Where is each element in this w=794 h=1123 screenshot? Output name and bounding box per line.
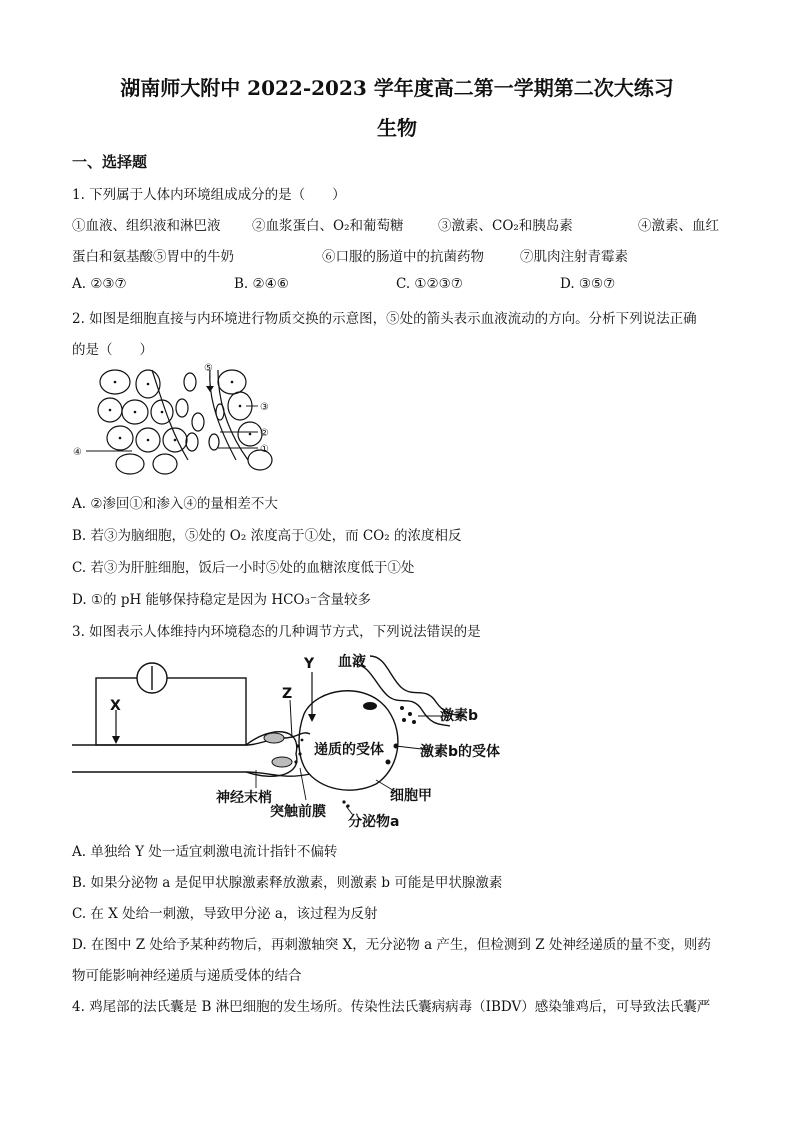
q2-stem: 2. 如图是细胞直接与内环境进行物质交换的示意图，⑤处的箭头表示血液流动的方向。分析下列说法正确 (72, 311, 697, 327)
q1-item: ⑥口服的肠道中的抗菌药物 (322, 249, 484, 265)
q1-item: ②血浆蛋白、O₂和葡萄糖 (252, 218, 404, 234)
label-cell-a: 细胞甲 (390, 788, 432, 804)
label-transmitter-receptor: 递质的受体 (314, 742, 384, 758)
q1-option-c: C. ①②③⑦ (396, 276, 463, 292)
label-x: X (110, 698, 121, 714)
paper-subject: 生物 (377, 116, 417, 140)
q3-option-d: D. 在图中 Z 处给予某种药物后，再刺激轴突 X，无分泌物 a 产生，但检测到 Z 处神经递质的量不变，则药 (72, 937, 711, 953)
q1-item: ⑦肌肉注射青霉素 (520, 249, 628, 265)
q2-option-a: A. ②渗回①和渗入④的量相差不大 (72, 496, 278, 512)
tissue-exchange-diagram (70, 360, 280, 480)
label-hormone-b-receptor: 激素b的受体 (420, 744, 501, 760)
label-4: ④ (73, 447, 82, 458)
q1-option-d: D. ③⑤⑦ (560, 276, 616, 292)
paper-title: 湖南师大附中 2022-2023 学年度高二第一学期第二次大练习 (120, 76, 674, 100)
q1-item: 蛋白和氨基酸⑤胃中的牛奶 (72, 249, 234, 265)
q1-stem: 1. 下列属于人体内环境组成成分的是（ ） (72, 187, 346, 203)
label-5: ⑤ (204, 363, 213, 374)
label-y: Y (304, 656, 315, 672)
q2-option-b: B. 若③为脑细胞，⑤处的 O₂ 浓度高于①处，而 CO₂ 的浓度相反 (72, 528, 462, 544)
q2-stem-cont: 的是（ ） (72, 342, 153, 358)
label-z: Z (282, 686, 293, 702)
q2-option-c: C. 若③为肝脏细胞，饭后一小时⑤处的血糖浓度低于①处 (72, 560, 415, 576)
regulation-diagram (70, 650, 520, 830)
q3-option-d-cont: 物可能影响神经递质与递质受体的结合 (72, 968, 302, 984)
q3-option-c: C. 在 X 处给一刺激，导致甲分泌 a，该过程为反射 (72, 906, 378, 922)
label-nerve-terminal: 神经末梢 (216, 790, 272, 806)
q2-option-d: D. ①的 pH 能够保持稳定是因为 HCO₃⁻含量较多 (72, 592, 372, 608)
q1-option-b: B. ②④⑥ (234, 276, 289, 292)
label-hormone-b: 激素b (440, 708, 479, 724)
label-2: ② (260, 428, 269, 439)
q1-item: ④激素、血红 (638, 218, 719, 234)
section-heading: 一、选择题 (72, 153, 148, 171)
label-3: ③ (260, 402, 269, 413)
q1-item: ③激素、CO₂和胰岛素 (438, 218, 573, 234)
q1-option-a: A. ②③⑦ (72, 276, 127, 292)
q3-option-a: A. 单独给 Y 处一适宜刺激电流计指针不偏转 (72, 844, 338, 860)
label-blood: 血液 (338, 654, 366, 670)
q3-stem: 3. 如图表示人体维持内环境稳态的几种调节方式，下列说法错误的是 (72, 624, 481, 640)
q1-item: ①血液、组织液和淋巴液 (72, 218, 221, 234)
label-presynaptic-membrane: 突触前膜 (270, 804, 326, 820)
label-1: ① (260, 444, 269, 455)
q4-stem: 4. 鸡尾部的法氏囊是 B 淋巴细胞的发生场所。传染性法氏囊病病毒（IBDV）感染雏鸡后，可导致法氏囊严 (72, 999, 711, 1015)
label-secretion-a: 分泌物a (348, 814, 400, 830)
q3-option-b: B. 如果分泌物 a 是促甲状腺激素释放激素，则激素 b 可能是甲状腺激素 (72, 875, 503, 891)
